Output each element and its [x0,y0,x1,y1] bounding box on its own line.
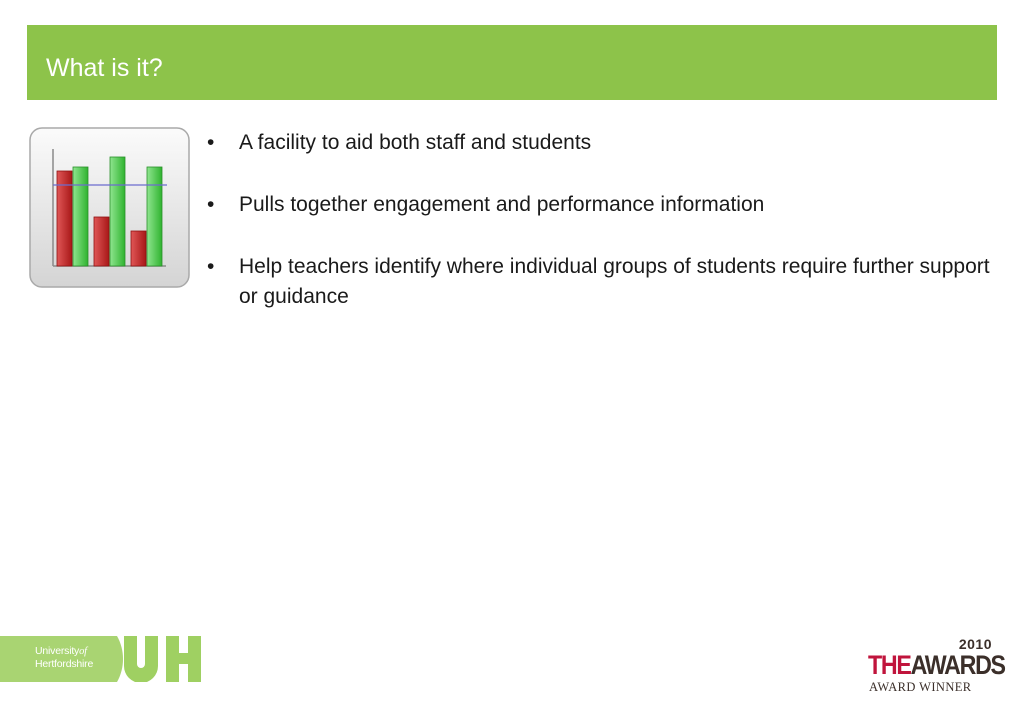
bar-chart-icon [29,127,190,288]
bullet-item [200,128,1000,158]
award-winner: AWARD WINNER [869,680,972,694]
award-awards: AWARDS [910,650,1005,680]
bullet-list [200,128,1000,344]
award-logo [866,636,1005,696]
award-year: 2010 [958,636,992,652]
bullet-marker: • [207,193,215,216]
university-name [35,645,93,671]
bullet-text: A facility to aid both staff and students [239,131,592,154]
bullet-marker: • [207,131,215,154]
title-bar [27,25,997,100]
bullet-item [200,252,1000,312]
slide-title: What is it? [46,54,163,82]
bullet-text: Pulls together engagement and performance information [239,193,765,216]
university-word: University [35,645,80,657]
award-the: THE [868,650,911,680]
bullet-item [200,190,1000,220]
university-of: of [79,646,87,657]
hertfordshire-word: Hertfordshire [35,658,94,670]
bullet-marker: • [207,255,215,278]
award-title [868,650,1005,680]
bullet-text: Help teachers identify where individual groups of students require further support or guidance [239,255,990,308]
university-logo [0,636,205,682]
